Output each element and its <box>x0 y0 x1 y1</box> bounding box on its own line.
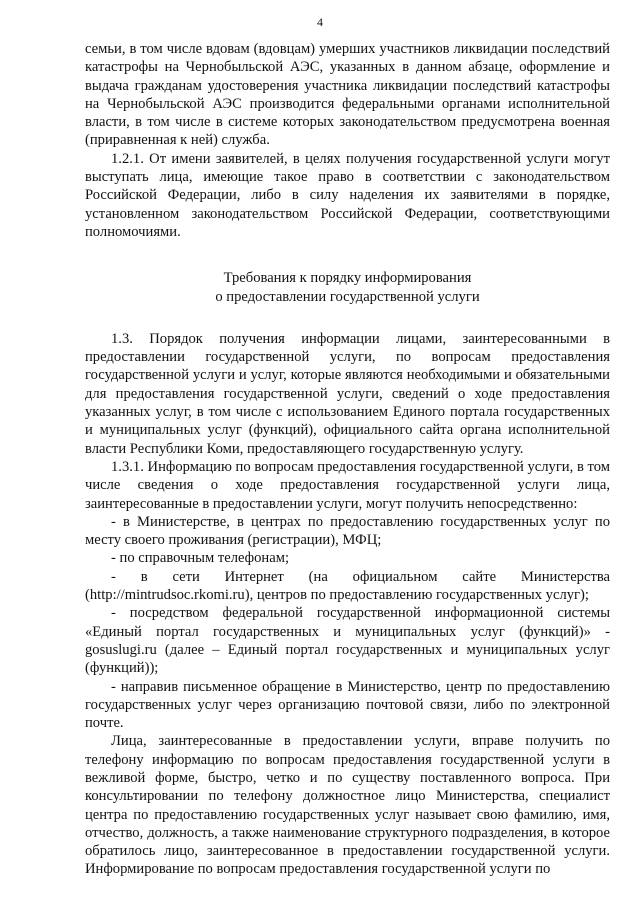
paragraph-1-2-1: 1.2.1. От имени заявителей, в целях получения государственной услуги могут выступать лица, имеющие такое право в соответствии с законодательством Российской Федерации, либо в силу наделения их заявителями в порядке, установленном законодательством Российской Федерации, соответствующими полномочиями. <box>85 150 610 240</box>
list-item-internet: - в сети Интернет (на официальном сайте Министерства (http://mintrudsoc.rkomi.ru), центров по предоставлению государственных услуг); <box>85 568 610 604</box>
paragraph-1-3-1: 1.3.1. Информацию по вопросам предоставления государственной услуги, в том числе сведения о ходе предоставления государственной услуги лица, заинтересованные в предоставлении услуги, могут получить непосредственно: <box>85 458 610 512</box>
list-item-portal: - посредством федеральной государственной информационной системы «Единый портал государственных и муниципальных услуг (функций)» - gosuslugi.ru (далее – Единый портал государственных и муниципальных услуг (функций)); <box>85 605 610 677</box>
list-item-phones: - по справочным телефонам; <box>111 550 289 567</box>
section-heading <box>85 269 610 306</box>
page-number: 4 <box>317 15 323 29</box>
paragraph-phone-consulting: Лица, заинтересованные в предоставлении услуги, вправе получить по телефону информацию по вопросам предоставления государственной услуги в вежливой форме, быстро, четко и по существу поставленного вопроса. При консультировании по телефону должностное лицо Министерства, специалист центра по предоставлению государственных услуг называет свою фамилию, имя, отчество, должность, а также наименование структурного подразделения, в которое обратилось лицо, заинтересованное в предоставлении государственной услуги. Информирование по вопросам предоставления государственной услуги по <box>85 733 610 878</box>
list-item-ministry: - в Министерстве, в центрах по предоставлению государственных услуг по месту своего проживания (регистрации), МФЦ; <box>85 513 610 549</box>
paragraph-continued: семьи, в том числе вдовам (вдовцам) умерших участников ликвидации последствий катастрофы на Чернобыльской АЭС, указанных в данном абзаце, оформление и выдача гражданам удостоверения участника ликвидации последствий катастрофы на Чернобыльской АЭС производится федеральными органами исполнительной власти, в том числе в системе которых законодательством предусмотрена военная (приравненная к ней) служба. <box>85 41 610 149</box>
document-body <box>85 40 610 879</box>
section-heading-line-1: Требования к порядку информирования <box>223 270 472 287</box>
section-heading-line-2: о предоставлении государственной услуги <box>215 288 480 305</box>
list-item-written: - направив письменное обращение в Министерство, центр по предоставлению государственных услуг через организацию почтовой связи, либо по электронной почте. <box>85 678 610 732</box>
paragraph-1-3: 1.3. Порядок получения информации лицами, заинтересованными в предоставлении государственной услуги, по вопросам предоставления государственной услуги и услуг, которые являются необходимыми и обязательными для предоставления государственной услуги, сведений о ходе предоставления указанных услуг, в том числе с использованием Единого портала государственных и муниципальных услуг (функций), официального сайта органа исполнительной власти Республики Коми, предоставляющего государственную услугу. <box>85 330 610 457</box>
